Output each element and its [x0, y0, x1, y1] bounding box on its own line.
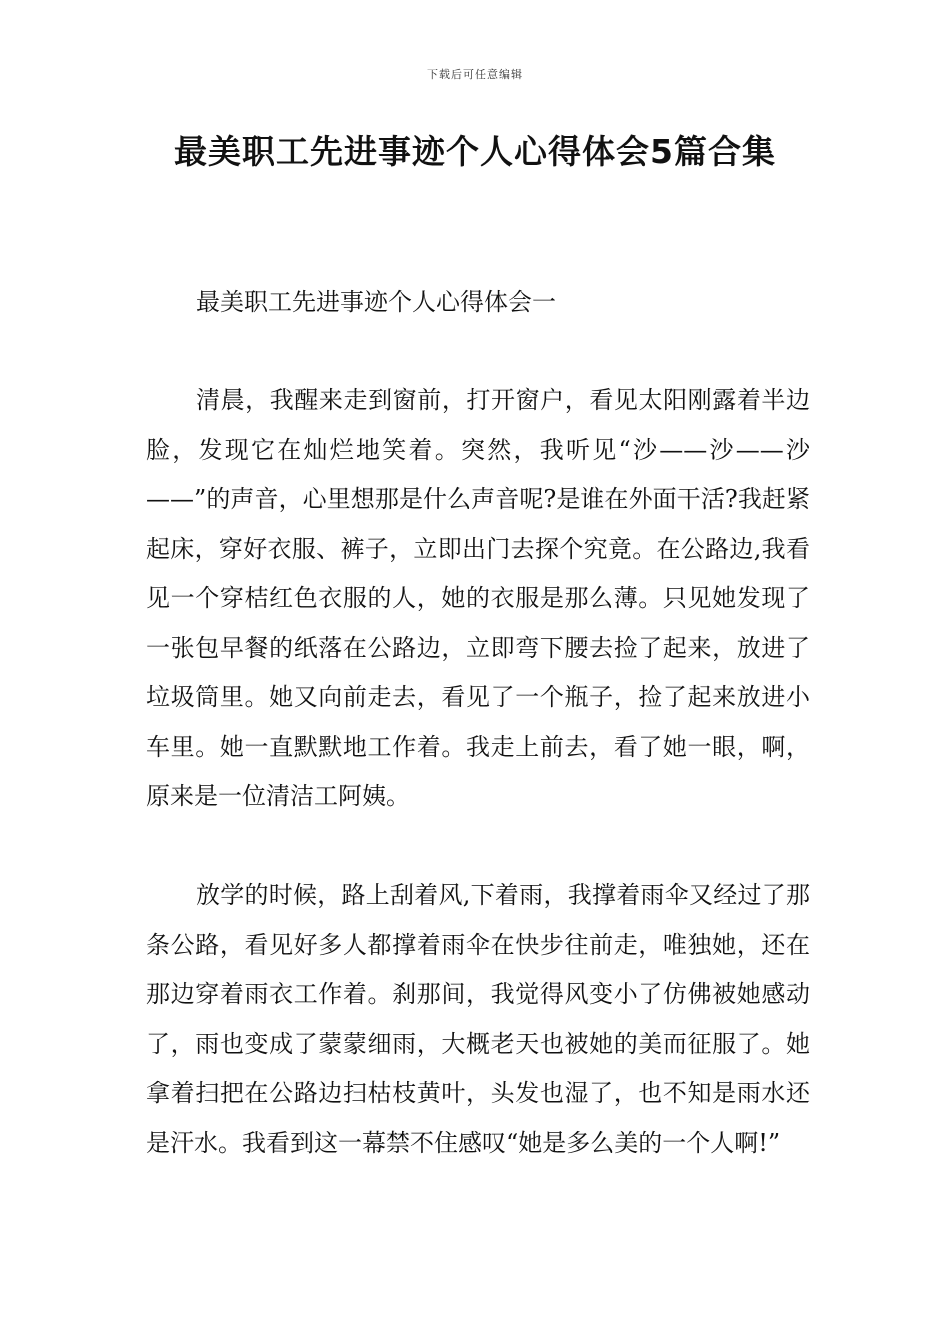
section-heading: 最美职工先进事迹个人心得体会一: [196, 288, 556, 316]
paragraph-2: 放学的时候，路上刮着风,下着雨，我撑着雨伞又经过了那条公路，看见好多人都撑着雨伞在快步往前走，唯独她，还在那边穿着雨衣工作着。刹那间，我觉得风变小了仿佛被她感动了，雨也变成了蒙蒙细雨，大概老天也被她的美而征服了。她拿着扫把在公路边扫枯枝黄叶，头发也湿了，也不知是雨水还是汗水。我看到这一幕禁不住感叹“她是多么美的一个人啊!”: [146, 881, 810, 1157]
paragraph-1: 清晨，我醒来走到窗前，打开窗户，看见太阳刚露着半边脸，发现它在灿烂地笑着。突然，我听见“沙——沙——沙——”的声音，心里想那是什么声音呢?是谁在外面干活?我赶紧起床，穿好衣服、裤子，立即出门去探个究竟。在公路边,我看见一个穿桔红色衣服的人，她的衣服是那么薄。只见她发现了一张包早餐的纸落在公路边，立即弯下腰去捡了起来，放进了垃圾筒里。她又向前走去，看见了一个瓶子，捡了起来放进小车里。她一直默默地工作着。我走上前去，看了她一眼，啊，原来是一位清洁工阿姨。: [146, 386, 810, 810]
document-title: 最美职工先进事迹个人心得体会5篇合集: [174, 132, 776, 171]
header-note: 下载后可任意编辑: [427, 68, 523, 81]
